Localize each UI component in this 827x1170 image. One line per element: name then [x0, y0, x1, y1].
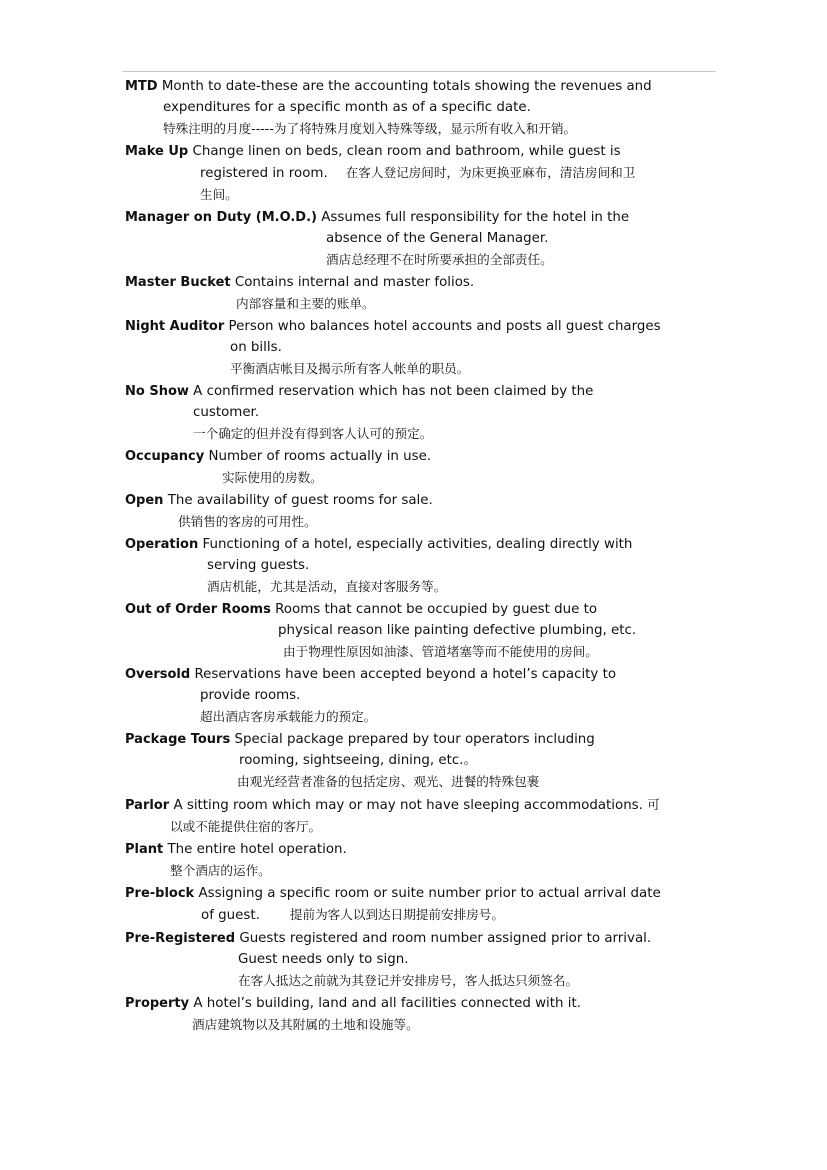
term: Night Auditor — [125, 319, 225, 334]
entry-oversold — [125, 664, 715, 727]
term: No Show — [125, 384, 189, 399]
entry-master-bucket — [125, 272, 715, 314]
term: Property — [125, 996, 190, 1011]
definition: Reservations have been accepted beyond a hotel’s capacity to — [194, 667, 617, 682]
translation: 平衡酒店帐目及揭示所有客人帐单的职员。 — [230, 361, 470, 376]
definition: Number of rooms actually in use. — [208, 449, 432, 464]
entry-mtd — [125, 76, 715, 139]
term: Plant — [125, 842, 164, 857]
translation: 特殊注明的月度-----为了将特殊月度划入特殊等级，显示所有收入和开销。 — [163, 121, 577, 136]
term: Pre-block — [125, 886, 195, 901]
definition: Rooms that cannot be occupied by guest due to — [275, 602, 598, 617]
term: Operation — [125, 537, 199, 552]
translation: 由于物理性原因如油漆、管道堵塞等而不能使用的房间。 — [283, 644, 598, 659]
definition-cont: expenditures for a specific month as of a specific date. — [163, 100, 531, 115]
entry-plant — [125, 839, 715, 881]
definition-cont: provide rooms. — [200, 688, 301, 703]
definition: A confirmed reservation which has not been claimed by the — [193, 384, 594, 399]
entry-pre-block — [125, 883, 715, 926]
translation: 内部容量和主要的账单。 — [236, 296, 375, 311]
translation: 整个酒店的运作。 — [170, 863, 271, 878]
entry-out-of-order-rooms — [125, 599, 715, 662]
definition: Functioning of a hotel, especially activities, dealing directly with — [202, 537, 633, 552]
definition-cont: on bills. — [230, 340, 282, 355]
entry-package-tours — [125, 729, 715, 792]
entry-parlor — [125, 794, 715, 837]
definition: Month to date-these are the accounting totals showing the revenues and — [161, 79, 652, 94]
term: Master Bucket — [125, 275, 231, 290]
translation-inline: 提前为客人以到达日期提前安排房号。 — [289, 907, 504, 922]
entry-property — [125, 993, 715, 1035]
translation-inline: 可 — [647, 797, 660, 812]
translation: 酒店总经理不在时所要承担的全部责任。 — [326, 252, 553, 267]
term: Occupancy — [125, 449, 205, 464]
term: Make Up — [125, 144, 189, 159]
translation: 供销售的客房的可用性。 — [178, 514, 317, 529]
translation: 一个确定的但并没有得到客人认可的预定。 — [193, 426, 433, 441]
term: Parlor — [125, 798, 170, 813]
definition-cont: rooming, sightseeing, dining, etc.。 — [239, 753, 477, 768]
definition: Guests registered and room number assigned prior to arrival. — [239, 931, 652, 946]
glossary — [125, 76, 715, 1037]
entry-make-up — [125, 141, 715, 205]
definition: Contains internal and master folios. — [234, 275, 475, 290]
definition-cont: absence of the General Manager. — [326, 231, 549, 246]
translation: 超出酒店客房承载能力的预定。 — [200, 709, 377, 724]
definition-cont: Guest needs only to sign. — [238, 952, 409, 967]
translation: 酒店机能，尤其是活动，直接对客服务等。 — [207, 579, 447, 594]
definition: Change linen on beds, clean room and bathroom, while guest is — [192, 144, 621, 159]
entry-no-show — [125, 381, 715, 444]
term: Pre-Registered — [125, 931, 236, 946]
definition-cont: serving guests. — [207, 558, 310, 573]
definition: A sitting room which may or may not have sleeping accommodations. — [173, 798, 643, 813]
definition-cont: registered in room. — [200, 166, 328, 181]
definition: A hotel’s building, land and all facilities connected with it. — [193, 996, 581, 1011]
translation: 生间。 — [200, 187, 238, 202]
definition: The entire hotel operation. — [167, 842, 347, 857]
term: Open — [125, 493, 164, 508]
translation: 由观光经营者准备的包括定房、观光、进餐的特殊包裹 — [237, 774, 540, 789]
term: MTD — [125, 79, 158, 94]
entry-manager-on-duty — [125, 207, 715, 270]
definition: Assigning a specific room or suite number prior to actual arrival date — [198, 886, 661, 901]
entry-pre-registered — [125, 928, 715, 991]
translation: 酒店建筑物以及其附属的土地和设施等。 — [192, 1017, 419, 1032]
definition: Special package prepared by tour operators including — [234, 732, 595, 747]
term: Manager on Duty (M.O.D.) — [125, 210, 317, 225]
translation-inline: 在客人登记房间时，为床更换亚麻布，清洁房间和卫 — [345, 165, 636, 180]
definition-cont: of guest. — [201, 908, 260, 923]
definition: Assumes full responsibility for the hotel in the — [321, 210, 630, 225]
translation: 以或不能提供住宿的客厅。 — [170, 819, 322, 834]
term: Out of Order Rooms — [125, 602, 271, 617]
term: Oversold — [125, 667, 191, 682]
term: Package Tours — [125, 732, 231, 747]
translation: 实际使用的房数。 — [222, 470, 323, 485]
header-rule — [122, 71, 716, 72]
definition-cont: customer. — [193, 405, 260, 420]
entry-open — [125, 490, 715, 532]
definition: Person who balances hotel accounts and posts all guest charges — [228, 319, 661, 334]
entry-operation — [125, 534, 715, 597]
definition-cont: physical reason like painting defective plumbing, etc. — [278, 623, 637, 638]
entry-occupancy — [125, 446, 715, 488]
entry-night-auditor — [125, 316, 715, 379]
translation: 在客人抵达之前就为其登记并安排房号，客人抵达只须签名。 — [238, 973, 579, 988]
definition: The availability of guest rooms for sale. — [167, 493, 433, 508]
